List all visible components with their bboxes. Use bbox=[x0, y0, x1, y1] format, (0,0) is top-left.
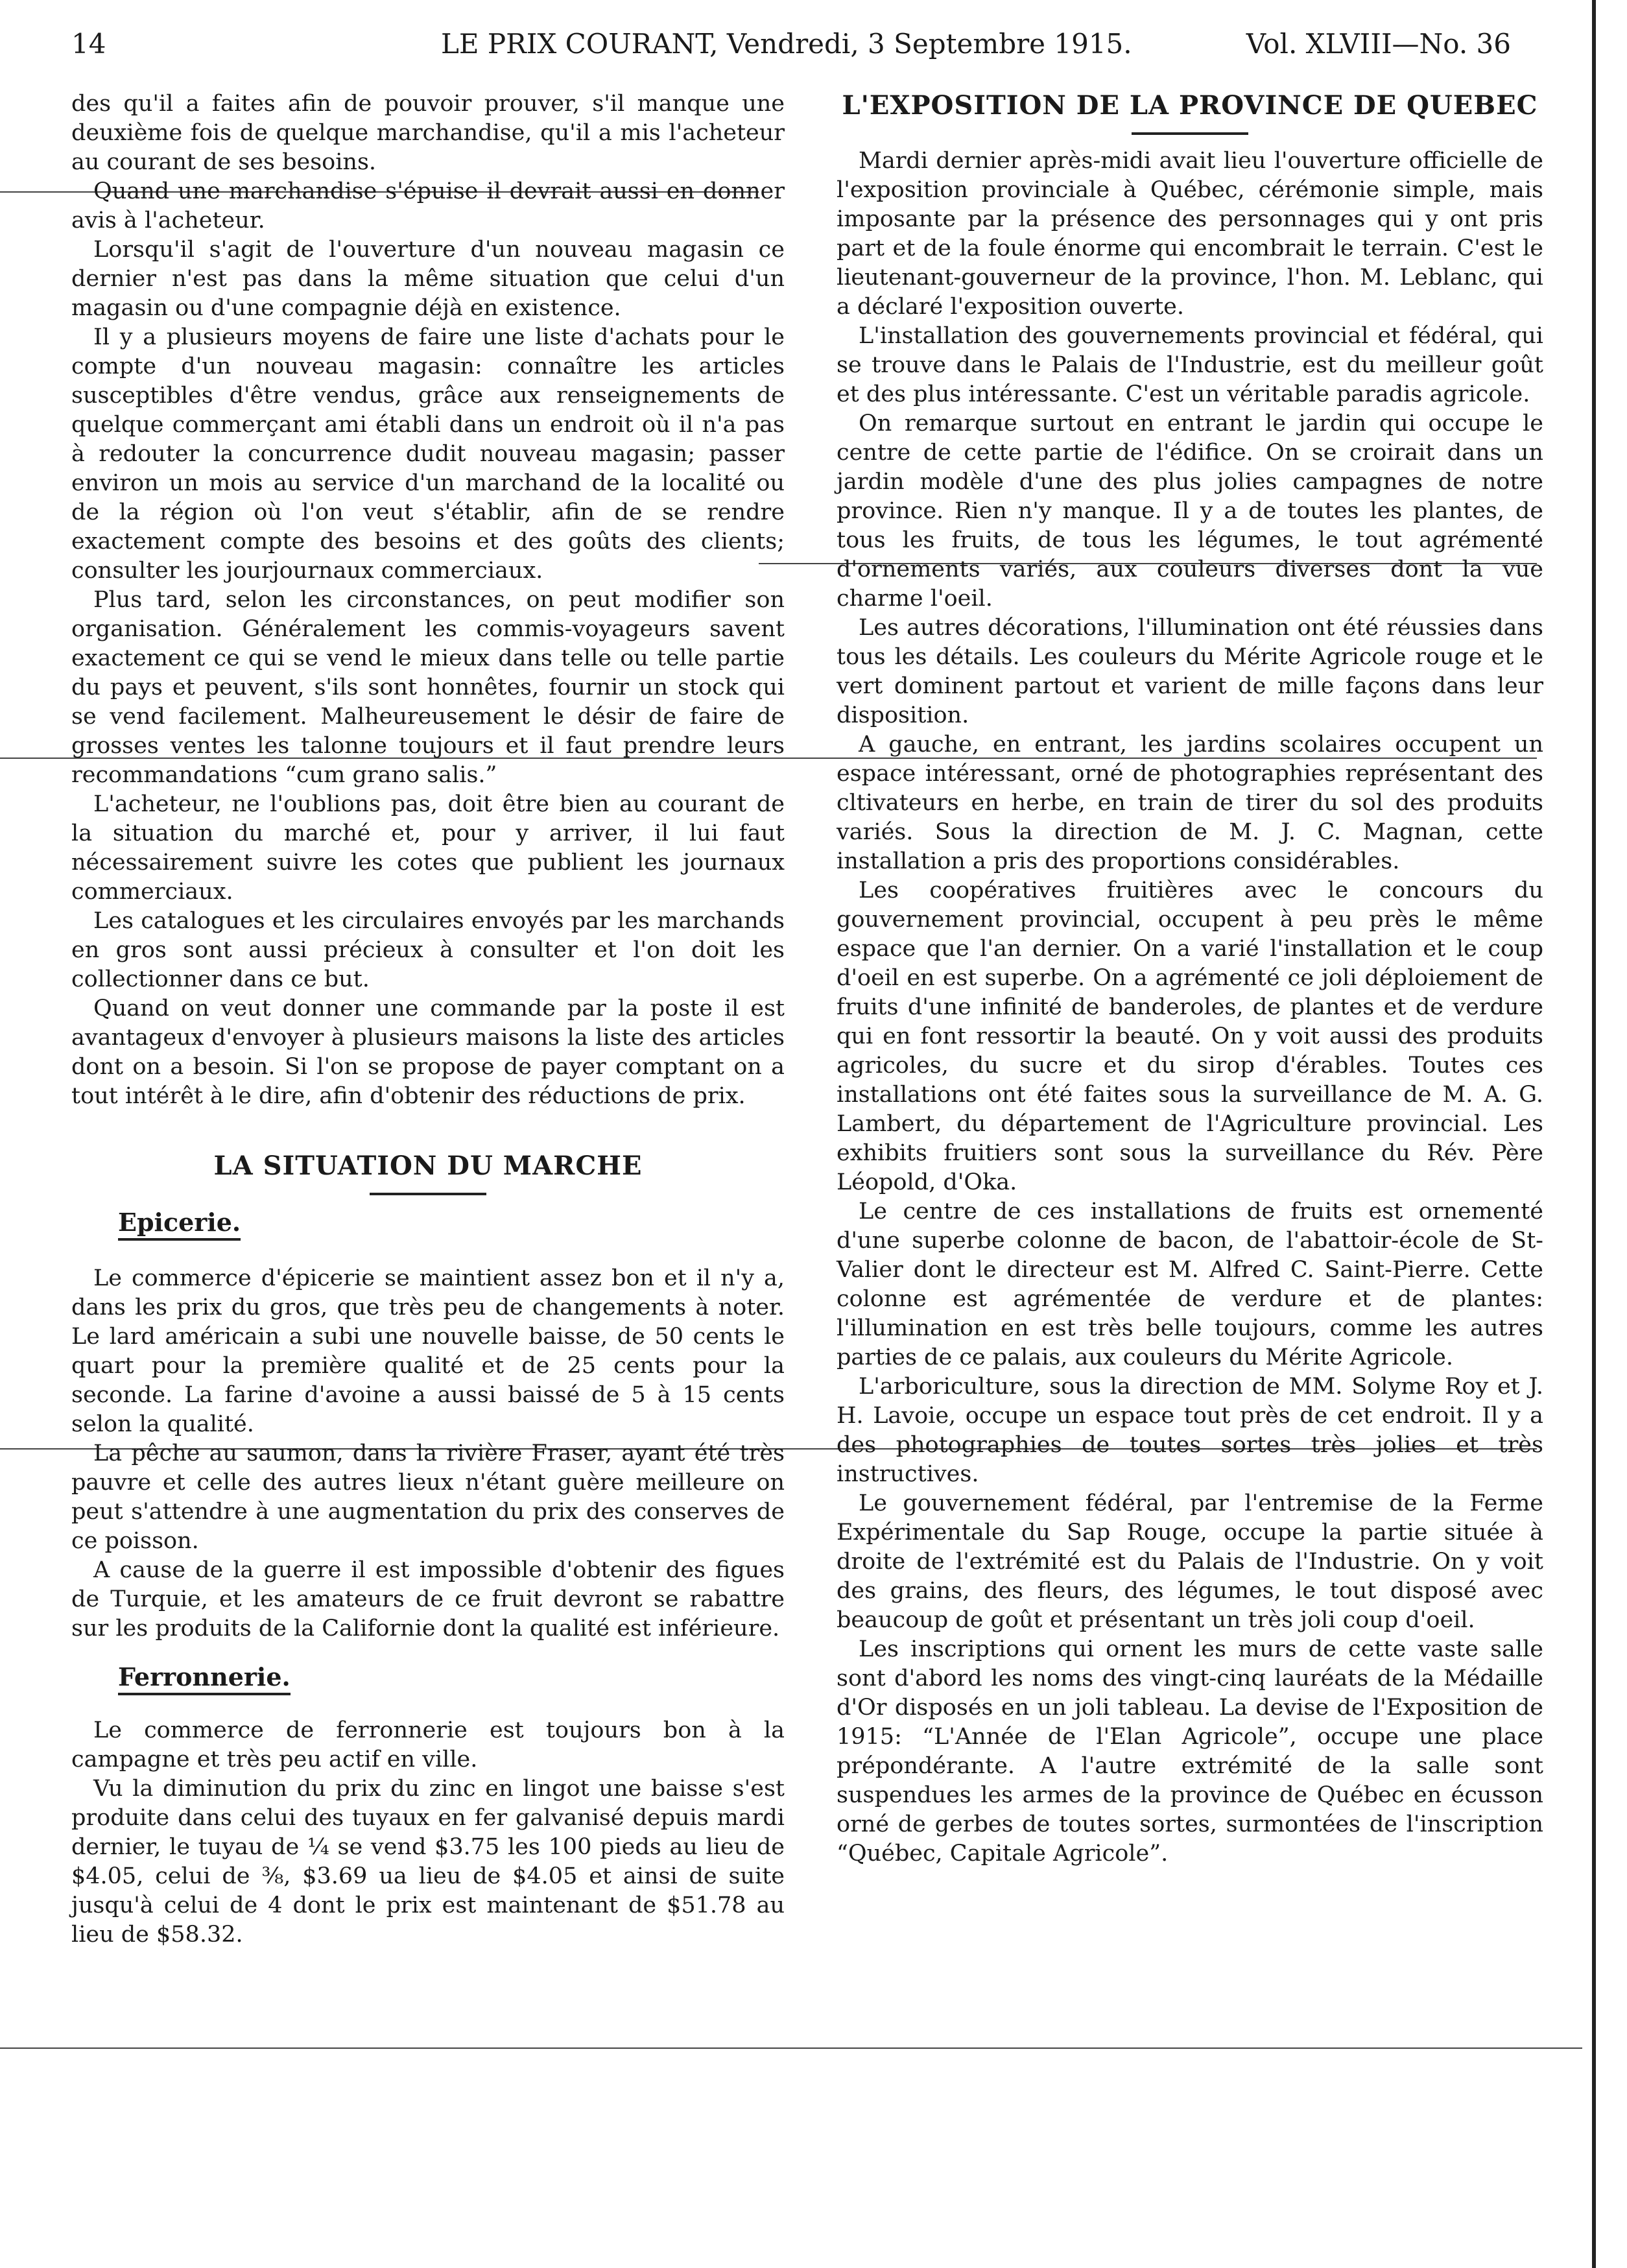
page-number: 14 bbox=[71, 28, 106, 60]
paragraph: Les autres décorations, l'illumination ont été réussies dans tous les détails. Les couleurs du Mérite Agricole rouge et le vert dominent partout et varient de mille façons dans leur disposition. bbox=[837, 615, 1543, 728]
paragraph: Mardi dernier après-midi avait lieu l'ouverture officielle de l'exposition provinciale à Québec, cérémonie simple, mais imposante par la présence des personnages qui y ont pris part et de la foule énorme qui encombrait le terrain. C'est le lieutenant-gouverneur de la province, l'hon. M. Leblanc, qui a déclaré l'exposition ouverte. bbox=[837, 148, 1543, 320]
paragraph: Les inscriptions qui ornent les murs de cette vaste salle sont d'abord les noms des vingt-cinq lauréats de la Médaille d'Or disposés en un joli tableau. La devise de l'Exposition de 1915: “L'Année de l'Elan Agricole”, occupe une place prépondérante. A l'autre extrémité de la salle sont suspendues les armes de la province de Québec en écusson orné de gerbes de toutes sortes, surmontées de l'inscription “Québec, Capitale Agricole”. bbox=[837, 1636, 1543, 1867]
paragraph: Quand on veut donner une commande par la poste il est avantageux d'envoyer à plusieurs maisons la liste des articles dont on a besoin. Si l'on se propose de payer comptant on a tout intérêt à le dire, afin d'obtenir des réductions de prix. bbox=[71, 996, 785, 1109]
paragraph: A cause de la guerre il est impossible d'obtenir des figues de Turquie, et les amateurs de ce fruit devront se rabattre sur les produits de la Californie dont la qualité est inférieure. bbox=[71, 1557, 785, 1641]
paragraph: L'installation des gouvernements provincial et fédéral, qui se trouve dans le Palais de l'Industrie, est du meilleur goût et des plus intéressante. C'est un véritable paradis agricole. bbox=[837, 323, 1543, 407]
newspaper-title: LE PRIX COURANT, Vendredi, 3 Septembre 1915. bbox=[441, 28, 1132, 60]
page-header bbox=[65, 25, 1511, 64]
paragraph: Il y a plusieurs moyens de faire une liste d'achats pour le compte d'un nouveau magasin: connaître les articles susceptibles d'être vendus, grâce aux renseignements de quelque commerçant ami établi dans un endroit où il n'a pas à redouter la concurrence dudit nouveau magasin; passer environ un mois au service d'un marchand de la localité ou de la région où l'on veut s'établir, afin de se rendre exactement compte des besoins et des goûts des clients; consulter les jourjournaux commerciaux. bbox=[71, 324, 785, 584]
title-rule bbox=[370, 1193, 486, 1195]
paragraph: Le commerce d'épicerie se maintient assez bon et il n'y a, dans les prix du gros, que très peu de changements à noter. Le lard américain a subi une nouvelle baisse, de 50 cents le quart pour la première qualité et de 25 cents pour la seconde. La farine d'avoine a aussi baissé de 5 à 15 cents selon la qualité. bbox=[71, 1265, 785, 1437]
paragraph: Vu la diminution du prix du zinc en lingot une baisse s'est produite dans celui des tuyaux en fer galvanisé depuis mardi dernier, le tuyau de ¼ se vend $3.75 les 100 pieds au lieu de $4.05, celui de ⅜, $3.69 ua lieu de $4.05 et ainsi de suite jusqu'à celui de 4 dont le prix est maintenant de $51.78 au lieu de $58.32. bbox=[71, 1776, 785, 1948]
right-column bbox=[837, 90, 1543, 1868]
paragraph: Lorsqu'il s'agit de l'ouverture d'un nouveau magasin ce dernier n'est pas dans la même situation que celui d'un magasin ou d'une compagnie déjà en existence. bbox=[71, 237, 785, 321]
paragraph: Le commerce de ferronnerie est toujours bon à la campagne et très peu actif en ville. bbox=[71, 1717, 785, 1773]
paragraph: Le centre de ces installations de fruits est ornementé d'une superbe colonne de bacon, de l'abattoir-école de St-Valier dont le directeur est M. Alfred C. Saint-Pierre. Cette colonne est agrémentée de verdure et de plantes: l'illumination en est très belle toujours, comme les autres parties de ce palais, aux couleurs du Mérite Agricole. bbox=[837, 1199, 1543, 1370]
paragraph: des qu'il a faites afin de pouvoir prouver, s'il manque une deuxième fois de quelque marchandise, qu'il a mis l'acheteur au courant de ses besoins. bbox=[71, 91, 785, 175]
subheading-epicerie: Epicerie. bbox=[118, 1207, 241, 1241]
paragraph: L'arboriculture, sous la direction de MM. Solyme Roy et J. H. Lavoie, occupe un espace tout près de cet endroit. Il y a des photographies de toutes sortes très jolies et très instructives. bbox=[837, 1374, 1543, 1487]
title-rule bbox=[1132, 132, 1248, 135]
paragraph: Quand une marchandise s'épuise il devrait aussi en donner avis à l'acheteur. bbox=[71, 178, 785, 233]
paragraph: Le gouvernement fédéral, par l'entremise de la Ferme Expérimentale du Sap Rouge, occupe la partie située à droite de l'extrémité est du Palais de l'Industrie. On y voit des grains, des fleurs, des légumes, le tout disposé avec beaucoup de goût et présentant un très joli coup d'oeil. bbox=[837, 1490, 1543, 1633]
paragraph: L'acheteur, ne l'oublions pas, doit être bien au courant de la situation du marché et, pour y arriver, il lui faut nécessairement suivre les cotes que publient les journaux commerciaux. bbox=[71, 791, 785, 905]
left-column bbox=[71, 90, 785, 1950]
volume-number: Vol. XLVIII—No. 36 bbox=[1246, 28, 1511, 60]
article-title: L'EXPOSITION DE LA PROVINCE DE QUEBEC bbox=[842, 90, 1538, 121]
scan-line bbox=[0, 2047, 1582, 2049]
paragraph: Les coopératives fruitières avec le concours du gouvernement provincial, occupent à peu près le même espace que l'an dernier. On a varié l'installation et le coup d'oeil en est superbe. On a agrémenté ce joli déploiement de fruits d'une infinité de banderoles, de plantes et de verdure qui en font ressortir la beauté. On y voit aussi des produits agricoles, du sucre et du sirop d'érables. Toutes ces installations ont été faites sous la surveillance de M. A. G. Lambert, du département de l'Agriculture provincial. Les exhibits fruitiers sont sous la surveillance du Rév. Père Léopold, d'Oka. bbox=[837, 877, 1543, 1195]
page-edge-line bbox=[1592, 0, 1596, 2268]
paragraph: La pêche au saumon, dans la rivière Fraser, ayant été très pauvre et celle des autres lieux n'étant guère meilleure on peut s'attendre à une augmentation du prix des conserves de ce poisson. bbox=[71, 1440, 785, 1554]
section-title: LA SITUATION DU MARCHE bbox=[213, 1151, 643, 1181]
paragraph: Plus tard, selon les circonstances, on peut modifier son organisation. Généralement les commis-voyageurs savent exactement ce qui se vend le mieux dans telle ou telle partie du pays et peuvent, s'ils sont honnêtes, fournir un stock qui se vend facilement. Malheureusement le désir de faire de grosses ventes les talonne toujours et il faut prendre leurs recommandations “cum grano salis.” bbox=[71, 587, 785, 788]
paragraph: A gauche, en entrant, les jardins scolaires occupent un espace intéressant, orné de photographies représentant des cltivateurs en herbe, en train de tirer du sol des produits variés. Sous la direction de M. J. C. Magnan, cette installation a pris des proportions considérables. bbox=[837, 732, 1543, 874]
paragraph: On remarque surtout en entrant le jardin qui occupe le centre de cette partie de l'édifice. On se croirait dans un jardin modèle d'une des plus jolies campagnes de notre province. Rien n'y manque. Il y a de toutes les plantes, de tous les fruits, de tous les légumes, le tout agrémenté d'ornements variés, aux couleurs diverses dont la vue charme l'oeil. bbox=[837, 411, 1543, 612]
subheading-ferronnerie: Ferronnerie. bbox=[118, 1662, 291, 1695]
paragraph: Les catalogues et les circulaires envoyés par les marchands en gros sont aussi précieux à consulter et l'on doit les collectionner dans ce but. bbox=[71, 908, 785, 992]
